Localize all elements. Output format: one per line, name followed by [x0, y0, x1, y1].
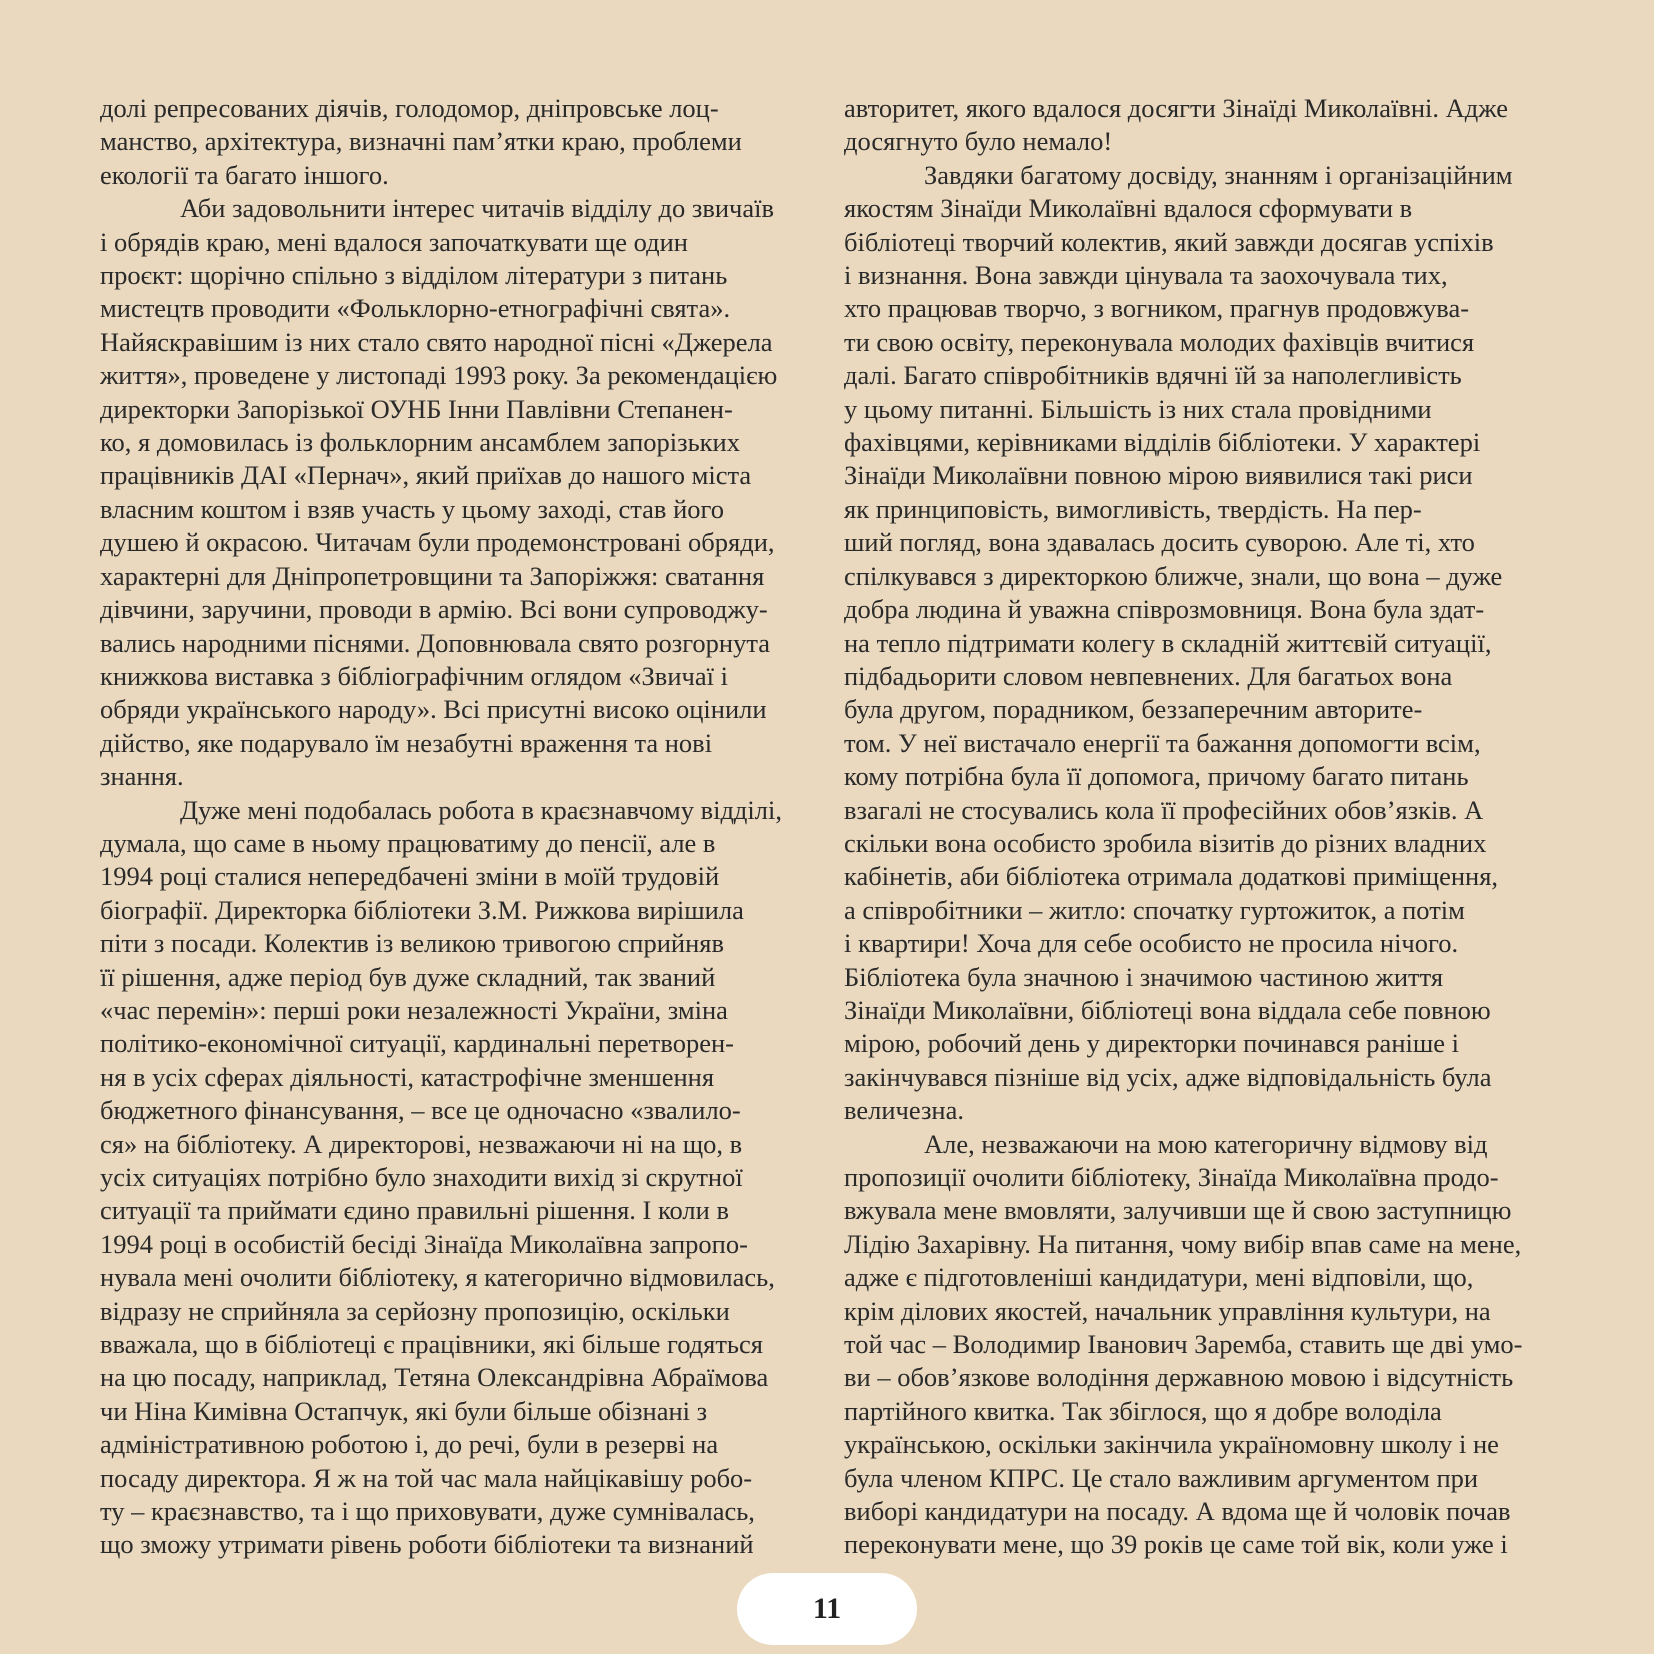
text-line: чи Ніна Кимівна Остапчук, які були більше обізнані з [100, 1395, 708, 1426]
text-line: якостям Зінаїди Миколаївні вдалося сформувати в [844, 193, 1413, 224]
text-line: мистецтв проводити «Фольклорно-етнографічні свята». [100, 293, 731, 324]
text-line: Бібліотека була значною і значимою частиною життя [844, 961, 1444, 992]
text-line: була другом, порадником, беззаперечним авторите- [844, 694, 1423, 725]
text-line: обряди українського народу». Всі присутні високо оцінили [100, 694, 767, 725]
text-line: мірою, робочий день у директорки починався раніше і [844, 1028, 1460, 1059]
text-line: душею й окрасою. Читачам були продемонстровані обряди, [100, 527, 775, 558]
text-line: взагалі не стосувались кола її професійних обов’язків. А [844, 794, 1484, 825]
text-line: дійство, яке подарувало їм незабутні враження та нові [100, 727, 713, 758]
text-line: «час перемін»: перші роки незалежності України, зміна [100, 994, 728, 1025]
text-line: 1994 році сталися непередбачені зміни в моїй трудовій [100, 861, 720, 892]
text-line: ви – обов’язкове володіння державною мовою і відсутність [844, 1362, 1514, 1393]
text-line: як принциповість, вимогливість, твердість. На пер- [844, 493, 1422, 524]
text-line: працівників ДАІ «Пернач», який приїхав до нашого міста [100, 460, 752, 491]
text-line: ший погляд, вона здавалась досить суворою. Але ті, хто [844, 527, 1475, 558]
left-text-column [100, 92, 835, 1562]
text-line: ня в усіх сферах діяльності, катастрофічне зменшення [100, 1061, 715, 1092]
text-line: том. У неї вистачало енергії та бажання допомогти всім, [844, 727, 1481, 758]
text-line: на тепло підтримати колегу в складній життєвій ситуації, [844, 627, 1492, 658]
text-line: нувала мені очолити бібліотеку, я категорично відмовилась, [100, 1262, 775, 1293]
text-line: підбадьорити словом невпевнених. Для багатьох вона [844, 660, 1453, 691]
text-line: біографії. Директорка бібліотеки З.М. Рижкова вирішила [100, 894, 744, 925]
text-line: переконувати мене, що 39 років це саме той вік, коли уже і [844, 1529, 1508, 1560]
text-line: знання. [100, 761, 184, 792]
text-line: той час – Володимир Іванович Заремба, ставить ще дві умо- [844, 1329, 1523, 1360]
text-line: ситуації та приймати єдино правильні рішення. І коли в [100, 1195, 729, 1226]
text-line: вжувала мене вмовляти, залучивши ще й свою заступницю [844, 1195, 1512, 1226]
text-line: політико-економічної ситуації, кардинальні перетворен- [100, 1028, 734, 1059]
right-text-column [844, 92, 1579, 1562]
text-line: ту – краєзнавство, та і що приховувати, дуже сумнівалась, [100, 1496, 755, 1527]
text-line: і визнання. Вона завжди цінувала та заохочувала тих, [844, 260, 1448, 291]
text-line: посаду директора. Я ж на той час мала найцікавішу робо- [100, 1462, 753, 1493]
text-line: фахівцями, керівниками відділів бібліотеки. У характері [844, 427, 1481, 458]
text-line: українською, оскільки закінчила україномовну школу і не [844, 1429, 1499, 1460]
text-line: і обрядів краю, мені вдалося започаткувати ще один [100, 226, 688, 257]
text-line: досягнуто було немало! [844, 126, 1113, 157]
text-line: Але, незважаючи на мою категоричну відмову від [924, 1128, 1488, 1159]
text-line: спілкувався з директоркою ближче, знали, що вона – дуже [844, 560, 1503, 591]
text-line: Зінаїди Миколаївни, бібліотеці вона віддала себе повною [844, 994, 1491, 1025]
text-line: піти з посади. Колектив із великою тривогою сприйняв [100, 928, 724, 959]
text-line: характерні для Дніпропетровщини та Запоріжжя: сватання [100, 560, 765, 591]
text-line: бюджетного фінансування, – все це одночасно «звалило- [100, 1095, 741, 1126]
text-line: у цьому питанні. Більшість із них стала провідними [844, 393, 1432, 424]
text-line: далі. Багато співробітників вдячні їй за наполегливість [844, 360, 1462, 391]
text-line: на цю посаду, наприклад, Тетяна Олександрівна Абраїмова [100, 1362, 769, 1393]
text-line: книжкова виставка з бібліографічним оглядом «Звичаї і [100, 660, 728, 691]
text-line: власним коштом і взяв участь у цьому заході, став його [100, 493, 724, 524]
text-line: Дуже мені подобалась робота в краєзнавчому відділі, [180, 794, 782, 825]
text-line: ти свою освіту, переконувала молодих фахівців вчитися [844, 326, 1475, 357]
text-line: Завдяки багатому досвіду, знанням і організаційним [924, 159, 1513, 190]
text-line: хто працював творчо, з вогником, прагнув продовжува- [844, 293, 1470, 324]
text-line: думала, що саме в ньому працюватиму до пенсії, але в [100, 827, 716, 858]
text-line: авторитет, якого вдалося досягти Зінаїді Миколаївні. Адже [844, 93, 1508, 123]
text-line: дівчини, заручини, проводи в армію. Всі вони супроводжу- [100, 594, 768, 625]
page-number: 11 [812, 1592, 842, 1625]
text-line: проєкт: щорічно спільно з відділом літератури з питань [100, 260, 728, 291]
text-line: ко, я домовилась із фольклорним ансамблем запорізьких [100, 427, 740, 458]
text-line: вались народними піснями. Доповнювала свято розгорнута [100, 627, 771, 658]
text-line: кому потрібна була її допомога, причому багато питань [844, 761, 1469, 792]
text-line: ся» на бібліотеку. А директорові, незважаючи ні на що, в [100, 1128, 743, 1159]
text-line: пропозиції очолити бібліотеку, Зінаїда Миколаївна продо- [844, 1162, 1499, 1192]
text-line: манство, архітектура, визначні пам’ятки краю, проблеми [100, 126, 742, 157]
text-line: Аби задовольнити інтерес читачів відділу до звичаїв [180, 193, 775, 224]
text-line: долі репресованих діячів, голодомор, дніпровське лоц- [100, 93, 719, 123]
text-line: скільки вона особисто зробила візитів до різних владних [844, 827, 1487, 858]
text-line: екології та багато іншого. [100, 159, 389, 190]
text-line: бібліотеці творчий колектив, який завжди досягав успіхів [844, 226, 1494, 257]
text-line: була членом КПРС. Це стало важливим аргументом при [844, 1462, 1479, 1493]
text-line: Найяскравішим із них стало свято народної пісні «Джерела [100, 326, 773, 357]
text-line: партійного квитка. Так збіглося, що я добре володіла [844, 1395, 1442, 1426]
text-line: крім ділових якостей, начальник управління культури, на [844, 1295, 1491, 1326]
text-line: що зможу утримати рівень роботи бібліотеки та визнаний [100, 1529, 754, 1560]
text-line: директорки Запорізької ОУНБ Інни Павлівни Степанен- [100, 393, 733, 424]
text-line: її рішення, адже період був дуже складний, так званий [100, 961, 716, 992]
text-line: і квартири! Хоча для себе особисто не просила нічого. [844, 928, 1459, 959]
page-number-badge [737, 1573, 917, 1645]
text-line: добра людина й уважна співрозмовниця. Вона була здат- [844, 594, 1485, 625]
text-line: закінчувався пізніше від усіх, адже відповідальність була [844, 1061, 1492, 1092]
text-line: кабінетів, аби бібліотека отримала додаткові приміщення, [844, 861, 1499, 892]
text-line: а співробітники – житло: спочатку гуртожиток, а потім [844, 894, 1465, 925]
text-line: виборі кандидатури на посаду. А вдома ще й чоловік почав [844, 1496, 1511, 1527]
text-line: адміністративною роботою і, до речі, були в резерві на [100, 1429, 719, 1460]
text-line: Зінаїди Миколаївни повною мірою виявилися такі риси [844, 460, 1473, 491]
text-line: усіх ситуаціях потрібно було знаходити вихід зі скрутної [100, 1162, 743, 1192]
text-line: життя», проведене у листопаді 1993 року. За рекомендацією [100, 360, 778, 391]
text-line: вважала, що в бібліотеці є працівники, які більше годяться [100, 1329, 763, 1360]
text-line: відразу не сприйняла за серйозну пропозицію, оскільки [100, 1295, 730, 1326]
text-line: Лідію Захарівну. На питання, чому вибір впав саме на мене, [844, 1228, 1522, 1259]
text-line: адже є підготовленіші кандидатури, мені відповіли, що, [844, 1262, 1474, 1293]
text-line: величезна. [844, 1095, 964, 1126]
text-line: 1994 році в особистій бесіді Зінаїда Миколаївна запропо- [100, 1228, 748, 1259]
